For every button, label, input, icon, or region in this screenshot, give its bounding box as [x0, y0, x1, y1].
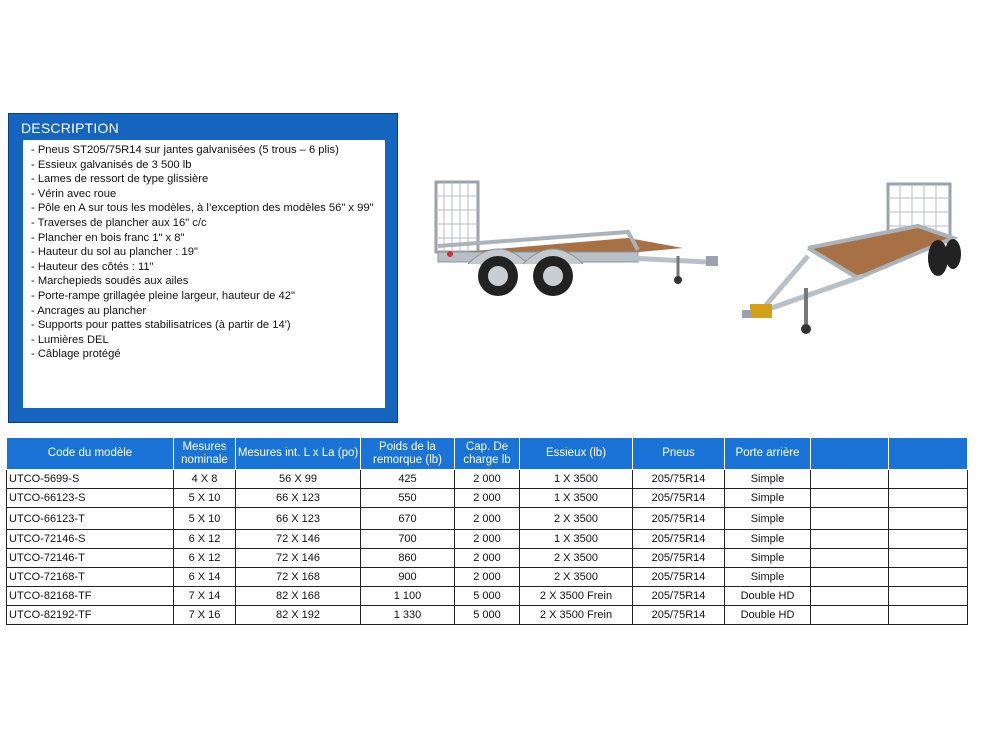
- description-item: - Plancher en bois franc 1" x 8": [31, 231, 185, 244]
- table-cell: 205/75R14: [633, 549, 725, 568]
- table-row: [7, 568, 968, 587]
- table-cell: [811, 568, 889, 587]
- column-header: Pneus: [633, 438, 725, 470]
- table-cell: 4 X 8: [174, 470, 236, 489]
- table-cell: UTCO-66123-S: [7, 489, 174, 508]
- table-cell: 670: [361, 508, 455, 530]
- table-cell: [811, 606, 889, 625]
- table-cell: [889, 489, 968, 508]
- table-cell: Simple: [725, 508, 811, 530]
- column-header: Porte arrière: [725, 438, 811, 470]
- column-header: Essieux (lb): [520, 438, 633, 470]
- description-item: - Ancrages au plancher: [31, 304, 147, 317]
- table-row: [7, 470, 968, 489]
- model-spec-table: [6, 437, 968, 625]
- table-cell: 5 000: [455, 587, 520, 606]
- table-cell: UTCO-82192-TF: [7, 606, 174, 625]
- table-cell: 205/75R14: [633, 606, 725, 625]
- description-list: [23, 140, 385, 408]
- table-cell: [811, 530, 889, 549]
- description-item: - Lumières DEL: [31, 333, 109, 346]
- description-item: - Pneus ST205/75R14 sur jantes galvanisées (5 trous – 6 plis): [31, 144, 339, 156]
- table-row: [7, 530, 968, 549]
- table-cell: UTCO-5699-S: [7, 470, 174, 489]
- column-header: Cap. De charge lb: [455, 438, 520, 470]
- table-cell: Simple: [725, 489, 811, 508]
- description-item: - Vérin avec roue: [31, 187, 117, 200]
- description-item: - Hauteur du sol au plancher : 19": [31, 246, 198, 259]
- table-cell: [889, 606, 968, 625]
- table-cell: 205/75R14: [633, 489, 725, 508]
- table-cell: Simple: [725, 568, 811, 587]
- table-cell: 2 X 3500 Frein: [520, 606, 633, 625]
- table-row: [7, 508, 968, 530]
- table-cell: [811, 508, 889, 530]
- table-cell: 5 X 10: [174, 508, 236, 530]
- table-cell: 205/75R14: [633, 470, 725, 489]
- description-title: DESCRIPTION: [21, 120, 119, 136]
- table-cell: UTCO-72146-T: [7, 549, 174, 568]
- table-header-row: [7, 438, 968, 470]
- table-cell: 205/75R14: [633, 530, 725, 549]
- table-cell: 205/75R14: [633, 568, 725, 587]
- table-cell: 6 X 14: [174, 568, 236, 587]
- table-cell: 550: [361, 489, 455, 508]
- table-cell: [811, 489, 889, 508]
- table-cell: 2 X 3500: [520, 568, 633, 587]
- description-item: - Câblage protégé: [31, 348, 121, 361]
- table-cell: 56 X 99: [236, 470, 361, 489]
- table-cell: 6 X 12: [174, 549, 236, 568]
- column-header: Mesures nominale: [174, 438, 236, 470]
- table-cell: 2 000: [455, 530, 520, 549]
- column-header: [811, 438, 889, 470]
- table-cell: Simple: [725, 530, 811, 549]
- description-item: - Marchepieds soudés aux ailes: [31, 275, 189, 288]
- table-cell: 1 330: [361, 606, 455, 625]
- trailer-front-view-image: [738, 176, 963, 341]
- table-cell: 1 100: [361, 587, 455, 606]
- table-cell: [889, 549, 968, 568]
- table-cell: 2 X 3500 Frein: [520, 587, 633, 606]
- description-panel: [8, 113, 398, 423]
- table-cell: 860: [361, 549, 455, 568]
- description-item: - Porte-rampe grillagée pleine largeur, hauteur de 42": [31, 289, 295, 302]
- table-cell: UTCO-82168-TF: [7, 587, 174, 606]
- table-cell: 1 X 3500: [520, 530, 633, 549]
- table-row: [7, 549, 968, 568]
- table-cell: 7 X 16: [174, 606, 236, 625]
- table-cell: 700: [361, 530, 455, 549]
- table-cell: 5 000: [455, 606, 520, 625]
- table-cell: 900: [361, 568, 455, 587]
- description-item: - Traverses de plancher aux 16" c/c: [31, 216, 207, 229]
- table-cell: 82 X 192: [236, 606, 361, 625]
- table-cell: Double HD: [725, 606, 811, 625]
- table-cell: [889, 530, 968, 549]
- table-row: [7, 489, 968, 508]
- description-item: - Hauteur des côtés : 11": [31, 260, 154, 273]
- table-cell: [811, 587, 889, 606]
- table-cell: 7 X 14: [174, 587, 236, 606]
- table-cell: [811, 549, 889, 568]
- table-cell: UTCO-66123-T: [7, 508, 174, 530]
- table-cell: 1 X 3500: [520, 470, 633, 489]
- table-cell: 205/75R14: [633, 508, 725, 530]
- column-header: [889, 438, 968, 470]
- table-cell: [889, 587, 968, 606]
- table-row: [7, 606, 968, 625]
- table-cell: [889, 568, 968, 587]
- column-header: Code du modèle: [7, 438, 174, 470]
- table-cell: [889, 508, 968, 530]
- trailer-side-view-image: [428, 176, 723, 306]
- table-cell: [811, 470, 889, 489]
- table-cell: 82 X 168: [236, 587, 361, 606]
- table-cell: Double HD: [725, 587, 811, 606]
- table-cell: 2 X 3500: [520, 508, 633, 530]
- table-cell: 2 000: [455, 470, 520, 489]
- table-cell: 72 X 168: [236, 568, 361, 587]
- table-cell: 66 X 123: [236, 489, 361, 508]
- table-cell: 2 000: [455, 568, 520, 587]
- table-cell: 2 X 3500: [520, 549, 633, 568]
- table-cell: UTCO-72146-S: [7, 530, 174, 549]
- table-cell: [889, 470, 968, 489]
- table-cell: 205/75R14: [633, 587, 725, 606]
- description-item: - Supports pour pattes stabilisatrices (à partir de 14'): [31, 319, 291, 332]
- table-cell: Simple: [725, 549, 811, 568]
- table-cell: 5 X 10: [174, 489, 236, 508]
- table-cell: 2 000: [455, 489, 520, 508]
- table-cell: 2 000: [455, 508, 520, 530]
- table-row: [7, 587, 968, 606]
- table-cell: UTCO-72168-T: [7, 568, 174, 587]
- column-header: Poids de la remorque (lb): [361, 438, 455, 470]
- table-cell: 72 X 146: [236, 530, 361, 549]
- table-cell: Simple: [725, 470, 811, 489]
- table-cell: 425: [361, 470, 455, 489]
- table-cell: 1 X 3500: [520, 489, 633, 508]
- table-cell: 66 X 123: [236, 508, 361, 530]
- description-item: - Essieux galvanisés de 3 500 lb: [31, 158, 192, 171]
- column-header: Mesures int. L x La (po): [236, 438, 361, 470]
- table-cell: 6 X 12: [174, 530, 236, 549]
- table-cell: 2 000: [455, 549, 520, 568]
- table-cell: 72 X 146: [236, 549, 361, 568]
- description-item: - Lames de ressort de type glissière: [31, 173, 209, 186]
- description-item: - Pôle en A sur tous les modèles, à l’exception des modèles 56" x 99": [31, 202, 374, 215]
